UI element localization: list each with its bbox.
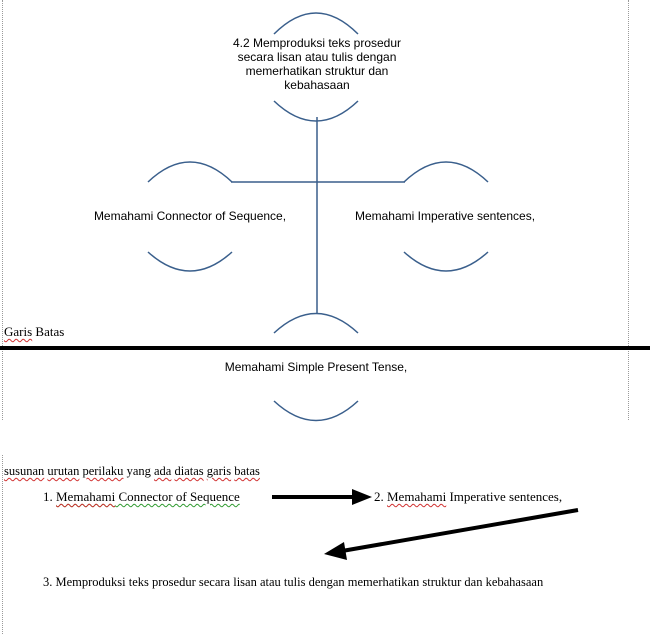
item-1-rest: Connector of Sequence — [115, 489, 240, 504]
bottom-node-arc-upper — [274, 314, 358, 334]
sequence-item-3: 3. Memproduksi teks prosedur secara lisan atau tulis dengan memerhatikan struktur dan kebahasaan — [43, 575, 544, 589]
heading-word: batas — [234, 464, 260, 478]
heading-word: diatas — [174, 464, 204, 478]
item-2-rest: Imperative sentences, — [446, 489, 563, 504]
item-1-text — [56, 489, 240, 504]
heading-word: ada — [154, 464, 172, 478]
boundary-label-word: Garis — [4, 324, 33, 339]
right-node-arc-upper — [404, 162, 488, 182]
top-node-label: 4.2 Memproduksi teks prosedur secara lisan atau tulis dengan memerhatikan struktur dan kebahasaan — [232, 36, 402, 92]
item-2-number: 2. — [374, 489, 384, 504]
right-node-label: Memahami Imperative sentences, — [354, 209, 536, 223]
arrow-right-head — [352, 489, 372, 505]
left-node-arc-upper — [148, 162, 232, 182]
right-node-arc-lower — [404, 252, 488, 271]
top-node-arc-upper — [274, 13, 358, 34]
item-1-number: 1. — [43, 489, 53, 504]
heading-word: susunan — [4, 464, 45, 478]
bottom-node-arc-lower — [274, 401, 358, 421]
sequence-item-2 — [374, 489, 562, 505]
sequence-item-1 — [43, 489, 240, 505]
sequence-heading — [4, 464, 260, 479]
boundary-label — [4, 324, 64, 340]
item-1-word: Memahami — [56, 489, 116, 504]
top-node-arc-lower — [274, 101, 358, 121]
heading-word: urutan — [47, 464, 80, 478]
left-node-arc-lower — [148, 252, 232, 271]
left-node-label: Memahami Connector of Sequence, — [93, 209, 287, 223]
arrow-diagonal-shaft — [342, 510, 578, 551]
bottom-node-label: Memahami Simple Present Tense, — [224, 360, 408, 374]
item-2-word: Memahami — [387, 489, 447, 504]
heading-word: perilaku — [82, 464, 124, 478]
arrow-diagonal-head — [324, 542, 347, 560]
heading-word: garis — [206, 464, 232, 478]
heading-word: yang — [123, 464, 154, 478]
boundary-label-rest: Batas — [32, 324, 65, 339]
